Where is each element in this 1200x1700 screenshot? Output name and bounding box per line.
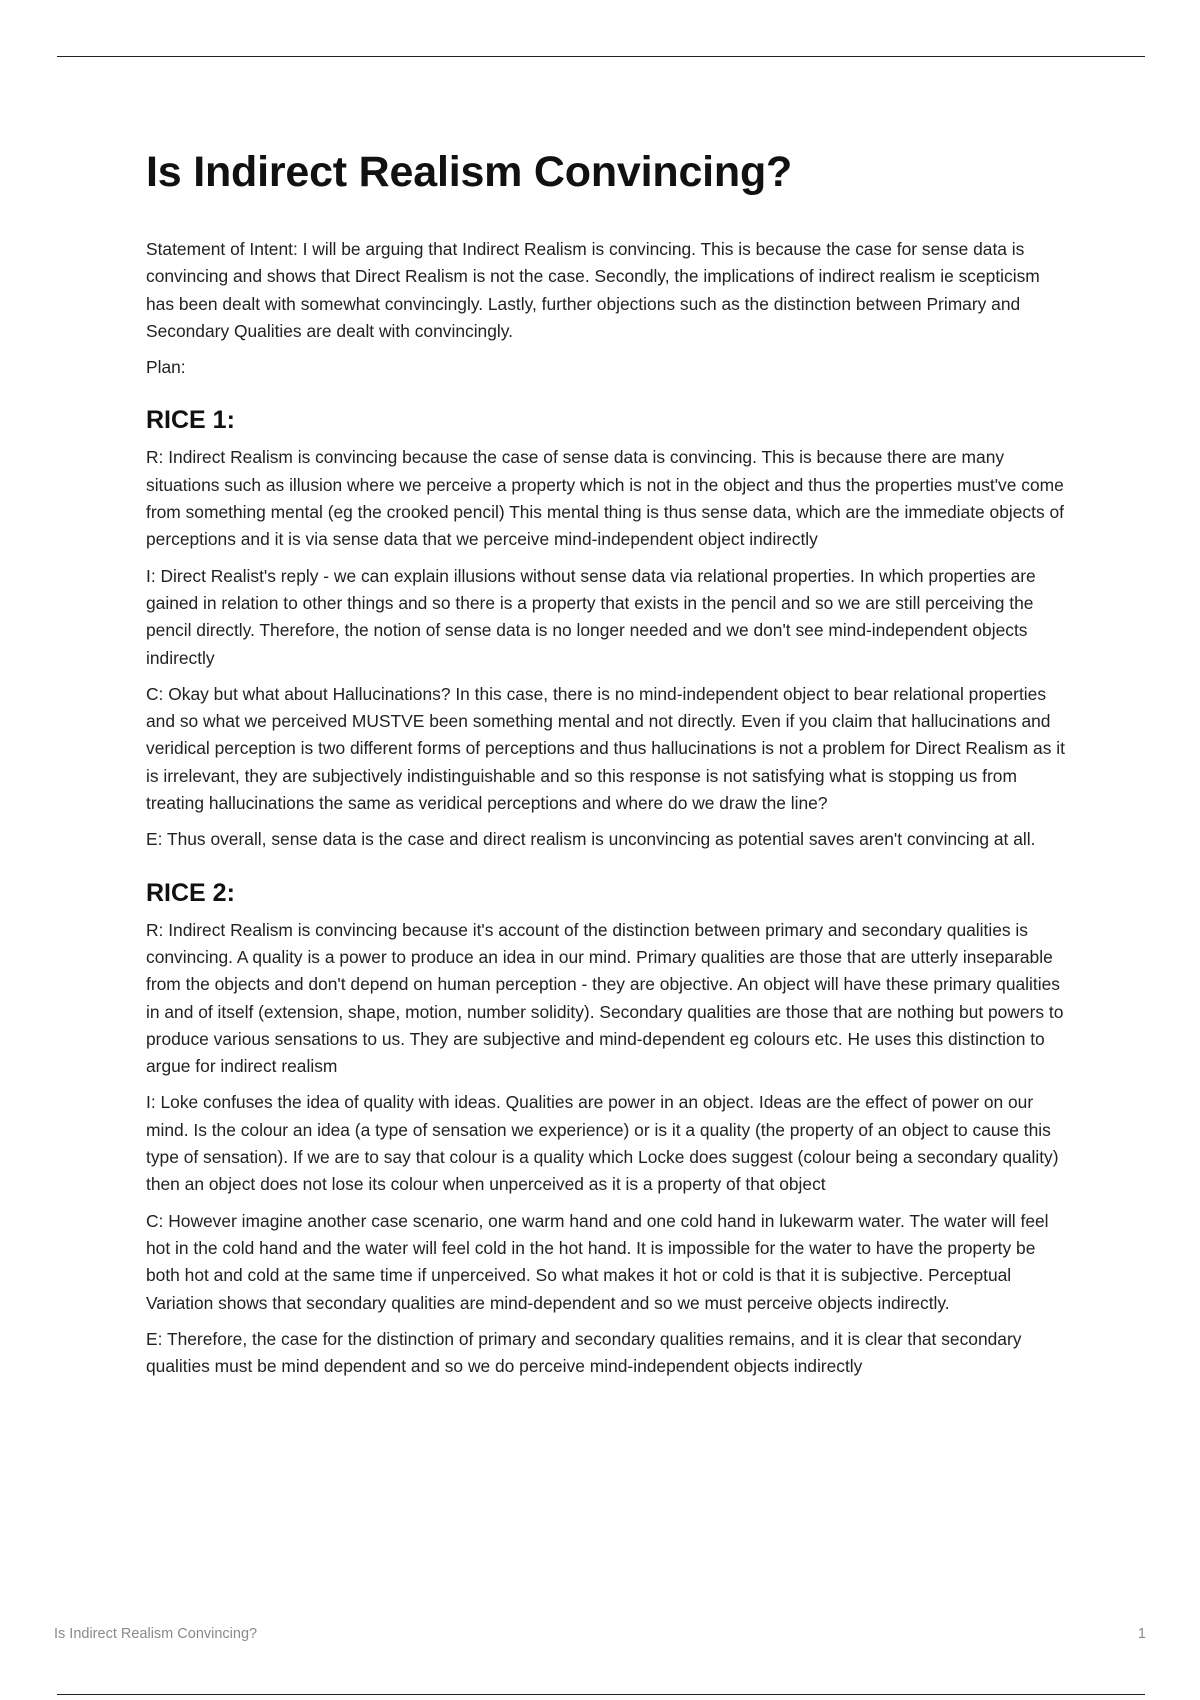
page-number: 1	[1137, 1626, 1146, 1642]
rice-1-counter: C: Okay but what about Hallucinations? In this case, there is no mind-independent object to bear relational properties and so what we perceived MUSTVE been something mental and not directly. Even if you claim that hallucinations and veridical perception is two different forms of perceptions and thus hallucinations is not a problem for Direct Realism as it is irrelevant, they are subjectively indistinguishable and so this response is not satisfying what is stopping us from treating hallucinations the same as veridical perceptions and where do we draw the line?	[146, 683, 1065, 814]
footer-title: Is Indirect Realism Convincing?	[54, 1626, 258, 1642]
rice-2-heading: RICE 2:	[146, 878, 235, 907]
page-title: Is Indirect Realism Convincing?	[146, 148, 793, 196]
rice-1-heading: RICE 1:	[146, 406, 235, 435]
rice-1-reason: R: Indirect Realism is convincing because the case of sense data is convincing. This is because there are many situations such as illusion where we perceive a property which is not in the object and thus the properties must've come from something mental (eg the crooked pencil) This mental thing is thus sense data, which are the immediate objects of perceptions and it is via sense data that we perceive mind-independent object indirectly	[146, 447, 1064, 550]
rice-2-section	[146, 876, 1066, 1381]
document-body	[146, 142, 1066, 1389]
bottom-rule	[57, 1694, 1145, 1695]
rice-2-counter: C: However imagine another case scenario, one warm hand and one cold hand in lukewarm water. The water will feel hot in the cold hand and the water will feel cold in the hot hand. It is impossible for the water to have the property be both hot and cold at the same time if unperceived. So what makes it hot or cold is that it is subjective. Perceptual Variation shows that secondary qualities are mind-dependent and so we must perceive objects indirectly.	[146, 1210, 1049, 1313]
top-rule	[57, 56, 1145, 57]
rice-2-interpretation: I: Loke confuses the idea of quality with ideas. Qualities are power in an object. Ideas are the effect of power on our mind. Is the colour an idea (a type of sensation we experience) or is it a quality (the property of an object to cause this type of sensation). If we are to say that colour is a quality which Locke does suggest (colour being a secondary quality) then an object does not lose its colour when unperceived as it is a property of that object	[146, 1092, 1059, 1195]
rice-2-evaluation: E: Therefore, the case for the distinction of primary and secondary qualities remains, and it is clear that secondary qualities must be mind dependent and so we do perceive mind-independent objects indirectly	[146, 1328, 1022, 1377]
rice-1-section	[146, 403, 1066, 853]
rice-2-reason: R: Indirect Realism is convincing because it's account of the distinction between primary and secondary qualities is convincing. A quality is a power to produce an idea in our mind. Primary qualities are those that are utterly inseparable from the objects and don't depend on human perception - they are objective. An object will have these primary qualities in and of itself (extension, shape, motion, number solidity). Secondary qualities are those that are nothing but powers to produce various sensations to us. They are subjective and mind-dependent eg colours etc. He uses this distinction to argue for indirect realism	[146, 919, 1064, 1077]
rice-1-interpretation: I: Direct Realist's reply - we can explain illusions without sense data via relational properties. In which properties are gained in relation to other things and so there is a property that exists in the pencil and so we are still perceiving the pencil directly. Therefore, the notion of sense data is no longer needed and we don't see mind-independent objects indirectly	[146, 565, 1036, 668]
plan-label: Plan:	[146, 357, 186, 378]
rice-1-evaluation: E: Thus overall, sense data is the case and direct realism is unconvincing as potential saves aren't convincing at all.	[146, 829, 1036, 850]
statement-of-intent: Statement of Intent: I will be arguing that Indirect Realism is convincing. This is because the case for sense data is convincing and shows that Direct Realism is not the case. Secondly, the implications of indirect realism ie scepticism has been dealt with somewhat convincingly. Lastly, further objections such as the distinction between Primary and Secondary Qualities are dealt with convincingly.	[146, 239, 1040, 341]
